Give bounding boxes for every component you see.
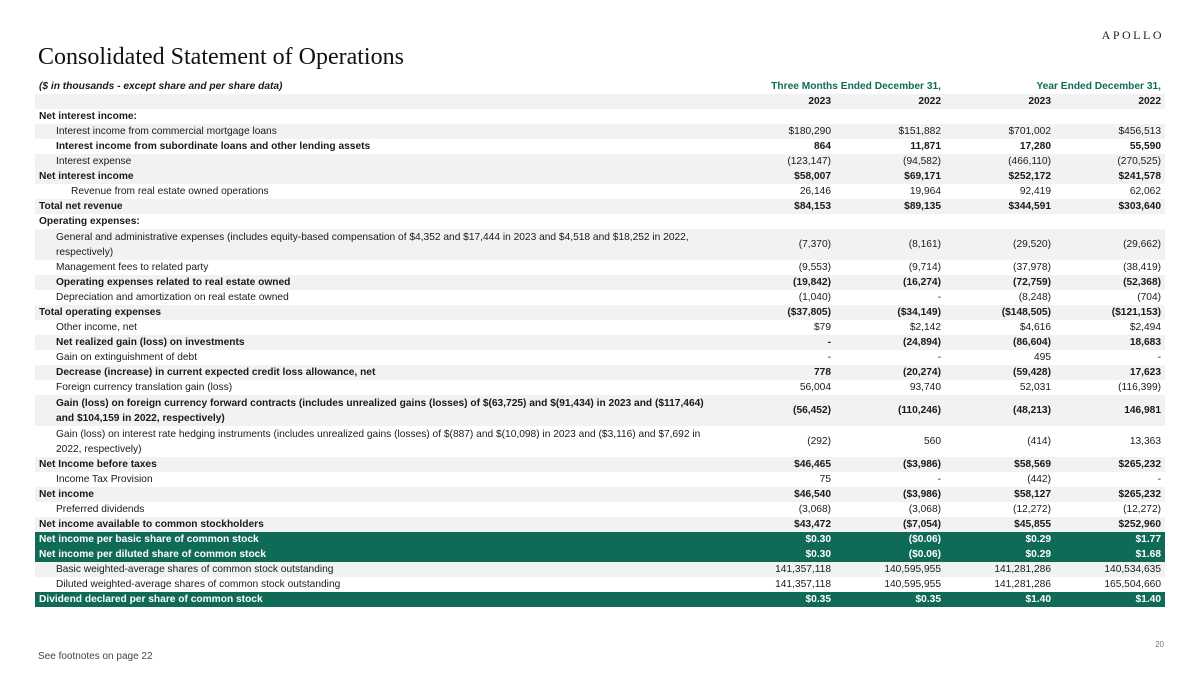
cell-q-2023: $0.30 [725, 547, 835, 562]
cell-q-2022: (9,714) [908, 262, 941, 273]
cell-y-2022: $1.77 [1055, 532, 1165, 547]
row-label: Total net revenue [35, 199, 725, 214]
row-label: Net Income before taxes [35, 457, 725, 472]
cell-y-2022: $456,513 [1055, 124, 1165, 139]
table-row [35, 365, 1165, 380]
cell-y-2022: 140,534,635 [1055, 562, 1165, 577]
cell-q-2023: 141,357,118 [725, 562, 835, 577]
row-label: Decrease (increase) in current expected credit loss allowance, net [35, 365, 725, 380]
cell-q-2022: ($3,986) [835, 487, 945, 502]
cell-q-2023: 26,146 [799, 186, 831, 197]
cell-q-2023: 75 [819, 474, 831, 485]
row-label: Gain (loss) on interest rate hedging instruments (includes unrealized gains (losses) of $(887) and $(10,098) in 2023 and ($3,116) and $7,692 in 2022, respectively) [56, 428, 701, 455]
three-months-header: Three Months Ended December 31, [771, 81, 941, 92]
row-label: Dividend declared per share of common stock [35, 592, 725, 607]
row-label: Operating expenses related to real estate owned [35, 275, 725, 290]
cell-y-2023: (8,248) [1018, 292, 1051, 303]
row-label: Diluted weighted-average shares of common stock outstanding [56, 579, 341, 590]
row-label: Foreign currency translation gain (loss) [56, 382, 233, 393]
cell-q-2022: ($34,149) [835, 305, 945, 320]
table-row [35, 290, 1165, 305]
cell-y-2022: (116,399) [1118, 382, 1162, 393]
cell-y-2022: (270,525) [1055, 154, 1165, 169]
cell-y-2022: (52,368) [1055, 275, 1165, 290]
cell-y-2022: 165,504,660 [1104, 579, 1162, 590]
cell-y-2022: $265,232 [1055, 487, 1165, 502]
cell-q-2023: $43,472 [725, 517, 835, 532]
cell-y-2023: 17,280 [1019, 141, 1051, 152]
table-row [35, 457, 1165, 472]
cell-y-2022: (38,419) [1123, 262, 1162, 273]
row-label: Management fees to related party [56, 262, 209, 273]
page-title: Consolidated Statement of Operations [38, 44, 404, 70]
table-row [35, 592, 1165, 607]
cell-q-2023: (3,068) [798, 504, 831, 515]
cell-y-2023: 141,281,286 [945, 562, 1055, 577]
cell-q-2023 [725, 214, 835, 229]
row-label: Net interest income [35, 169, 725, 184]
cell-q-2022: - [937, 474, 941, 485]
cell-y-2023 [945, 214, 1055, 229]
cell-q-2023: (7,370) [725, 229, 835, 260]
cell-y-2023: (86,604) [945, 335, 1055, 350]
cell-q-2022: 560 [924, 436, 941, 447]
table-row [35, 139, 1165, 154]
row-label: Other income, net [56, 322, 137, 333]
cell-y-2022: $1.40 [1055, 592, 1165, 607]
table-row [35, 350, 1165, 365]
cell-q-2022: 19,964 [909, 186, 941, 197]
table-row [35, 214, 1165, 229]
table-row [35, 124, 1165, 139]
cell-y-2023: (37,978) [1013, 262, 1051, 273]
year-col-q-2022: 2022 [835, 94, 945, 109]
cell-q-2022: $89,135 [835, 199, 945, 214]
cell-q-2022: (20,274) [835, 365, 945, 380]
table-row [35, 395, 1165, 426]
cell-q-2022 [835, 214, 945, 229]
table-row [35, 502, 1165, 517]
row-label: Operating expenses: [39, 216, 140, 227]
cell-y-2023: (59,428) [945, 365, 1055, 380]
cell-q-2023: (292) [807, 436, 831, 447]
cell-y-2023: 92,419 [1019, 186, 1051, 197]
cell-y-2023: 495 [1034, 352, 1051, 363]
operations-table [35, 79, 1165, 607]
row-label: Net interest income: [39, 111, 137, 122]
cell-q-2023: ($37,805) [725, 305, 835, 320]
row-label: Gain on extinguishment of debt [56, 352, 198, 363]
cell-y-2022: 55,590 [1129, 141, 1162, 152]
cell-q-2023: 56,004 [799, 382, 831, 393]
cell-y-2023: (12,272) [1013, 504, 1051, 515]
cell-q-2022: ($0.06) [835, 532, 945, 547]
cell-y-2023: $344,591 [945, 199, 1055, 214]
row-label: Total operating expenses [35, 305, 725, 320]
cell-q-2022: (94,582) [835, 154, 945, 169]
header-row-periods [35, 79, 1165, 94]
cell-q-2023: 141,357,118 [775, 579, 831, 590]
table-row [35, 199, 1165, 214]
row-label: Interest expense [35, 154, 725, 169]
cell-y-2023: $45,855 [945, 517, 1055, 532]
cell-q-2022: $0.35 [835, 592, 945, 607]
cell-y-2023: $1.40 [945, 592, 1055, 607]
table-row [35, 562, 1165, 577]
cell-q-2023: - [827, 352, 831, 363]
cell-q-2023: $0.35 [725, 592, 835, 607]
cell-q-2022: 140,595,955 [884, 579, 941, 590]
cell-q-2022: $151,882 [835, 124, 945, 139]
cell-y-2022: $252,960 [1055, 517, 1165, 532]
cell-y-2023 [945, 109, 1055, 124]
header-row-years [35, 94, 1165, 109]
cell-y-2022 [1055, 214, 1165, 229]
cell-q-2023: (19,842) [725, 275, 835, 290]
cell-y-2023: (466,110) [945, 154, 1055, 169]
row-label: Gain (loss) on foreign currency forward contracts (includes unrealized gains (losses) of $(63,725) and $(91,434) in 2023 and ($117,464) and $104,159 in 2022, respectively) [35, 395, 725, 426]
row-label: Interest income from commercial mortgage loans [35, 124, 725, 139]
cell-q-2022: 11,871 [910, 141, 941, 152]
table-row [35, 169, 1165, 184]
year-col-q-2023: 2023 [725, 94, 835, 109]
cell-y-2023: $0.29 [945, 547, 1055, 562]
table-row [35, 472, 1165, 487]
cell-y-2022: 18,683 [1055, 335, 1165, 350]
table-row [35, 487, 1165, 502]
table-row [35, 320, 1165, 335]
cell-y-2023: (48,213) [945, 395, 1055, 426]
cell-q-2022: - [937, 352, 941, 363]
cell-q-2023: $58,007 [725, 169, 835, 184]
row-label: Interest income from subordinate loans and other lending assets [56, 141, 371, 152]
cell-q-2023: $0.30 [725, 532, 835, 547]
cell-y-2022: $241,578 [1055, 169, 1165, 184]
apollo-logo: APOLLO [1101, 28, 1164, 42]
year-ended-header: Year Ended December 31, [1036, 81, 1162, 92]
cell-y-2023: ($148,505) [945, 305, 1055, 320]
cell-y-2022: 17,623 [1055, 365, 1165, 380]
cell-q-2022: $69,171 [835, 169, 945, 184]
table-row [35, 305, 1165, 320]
table-row [35, 380, 1165, 395]
row-label: General and administrative expenses (includes equity-based compensation of $4,352 and $17,444 in 2023 and $4,518 and $18,252 in 2022, respectively) [35, 229, 725, 260]
cell-q-2023: (56,452) [725, 395, 835, 426]
row-label: Basic weighted-average shares of common stock outstanding [35, 562, 725, 577]
cell-q-2022 [835, 109, 945, 124]
row-label: Income Tax Provision [56, 474, 153, 485]
cell-y-2023: (29,520) [945, 229, 1055, 260]
cell-y-2022: $1.68 [1055, 547, 1165, 562]
cell-q-2023: $180,290 [725, 124, 835, 139]
cell-q-2022: 93,740 [909, 382, 941, 393]
cell-q-2023: 778 [725, 365, 835, 380]
cell-y-2022: 146,981 [1055, 395, 1165, 426]
table-row [35, 154, 1165, 169]
row-label: Depreciation and amortization on real estate owned [56, 292, 289, 303]
row-label: Net income [35, 487, 725, 502]
cell-q-2023: $46,540 [725, 487, 835, 502]
cell-q-2023: (9,553) [798, 262, 831, 273]
table-row [35, 184, 1165, 199]
cell-y-2022: (704) [1137, 292, 1162, 303]
cell-y-2022: 62,062 [1129, 186, 1162, 197]
units-note: ($ in thousands - except share and per share data) [39, 81, 283, 92]
cell-y-2022: $2,494 [1129, 322, 1162, 333]
year-col-y-2022: 2022 [1055, 94, 1165, 109]
cell-y-2022 [1055, 109, 1165, 124]
cell-q-2023 [725, 109, 835, 124]
cell-y-2022: (12,272) [1123, 504, 1162, 515]
cell-q-2023: 864 [814, 141, 831, 152]
cell-y-2023: $58,569 [945, 457, 1055, 472]
cell-y-2023: $58,127 [945, 487, 1055, 502]
cell-y-2022: 13,363 [1129, 436, 1162, 447]
cell-y-2023: 141,281,286 [994, 579, 1051, 590]
cell-q-2022: 140,595,955 [835, 562, 945, 577]
cell-q-2022: - [937, 292, 941, 303]
cell-y-2022: (29,662) [1055, 229, 1165, 260]
cell-y-2023: $701,002 [945, 124, 1055, 139]
cell-q-2023: $46,465 [725, 457, 835, 472]
cell-y-2022: $303,640 [1055, 199, 1165, 214]
cell-q-2023: (1,040) [798, 292, 831, 303]
table-row [35, 547, 1165, 562]
row-label: Net income per diluted share of common stock [35, 547, 725, 562]
year-col-y-2023: 2023 [945, 94, 1055, 109]
cell-q-2023: $84,153 [725, 199, 835, 214]
table-row [35, 229, 1165, 260]
cell-y-2023: (72,759) [945, 275, 1055, 290]
cell-q-2022: ($3,986) [835, 457, 945, 472]
cell-y-2023: (414) [1027, 436, 1051, 447]
row-label: Net income available to common stockholders [35, 517, 725, 532]
table-row [35, 426, 1165, 457]
cell-y-2022: ($121,153) [1055, 305, 1165, 320]
row-label: Preferred dividends [56, 504, 145, 515]
table-row [35, 260, 1165, 275]
table-row [35, 532, 1165, 547]
cell-q-2022: (110,246) [835, 395, 945, 426]
table-row [35, 335, 1165, 350]
cell-q-2022: (3,068) [908, 504, 941, 515]
cell-q-2022: (8,161) [835, 229, 945, 260]
cell-q-2022: (16,274) [835, 275, 945, 290]
cell-q-2022: (24,894) [835, 335, 945, 350]
cell-y-2022: $265,232 [1055, 457, 1165, 472]
cell-y-2023: (442) [1027, 474, 1051, 485]
table-row [35, 275, 1165, 290]
cell-y-2023: $4,616 [1019, 322, 1051, 333]
cell-q-2022: ($0.06) [835, 547, 945, 562]
table-row [35, 517, 1165, 532]
table-row [35, 577, 1165, 592]
row-label: Net realized gain (loss) on investments [35, 335, 725, 350]
row-label: Revenue from real estate owned operations [71, 186, 269, 197]
footnote: See footnotes on page 22 [38, 651, 153, 662]
cell-y-2022: - [1157, 352, 1162, 363]
cell-q-2022: ($7,054) [835, 517, 945, 532]
cell-y-2023: 52,031 [1019, 382, 1051, 393]
cell-q-2023: (123,147) [725, 154, 835, 169]
table-row [35, 109, 1165, 124]
page-number: 20 [1155, 640, 1164, 649]
cell-y-2023: $0.29 [945, 532, 1055, 547]
cell-q-2023: $79 [814, 322, 831, 333]
cell-q-2022: $2,142 [909, 322, 941, 333]
cell-q-2023: - [725, 335, 835, 350]
cell-y-2023: $252,172 [945, 169, 1055, 184]
row-label: Net income per basic share of common stock [35, 532, 725, 547]
cell-y-2022: - [1157, 474, 1162, 485]
